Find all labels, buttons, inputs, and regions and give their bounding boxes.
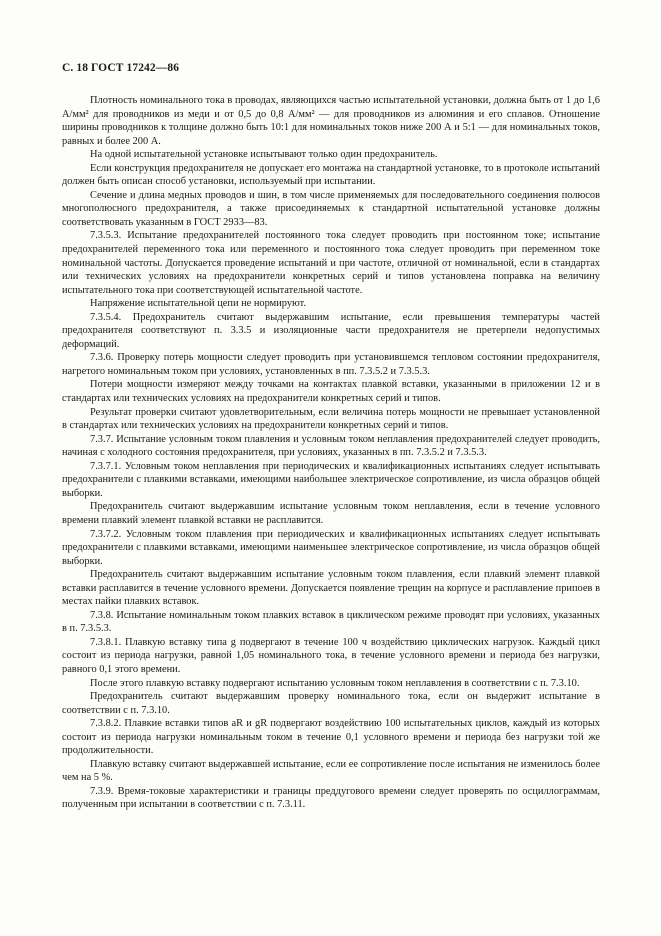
paragraph: Если конструкция предохранителя не допускает его монтажа на стандартной установке, то в протоколе испытаний должен быть описан способ установки, используемый при испытании.	[62, 162, 600, 188]
page-header: С. 18 ГОСТ 17242—86	[62, 62, 180, 74]
paragraph: Предохранитель считают выдержавшим проверку номинального тока, если он выдержит испытание в соответствии с п. 7.3.10.	[62, 691, 600, 716]
paragraph: На одной испытательной установке испытывают только один предохранитель.	[90, 149, 438, 161]
paragraph: После этого плавкую вставку подвергают испытанию условным током неплавления в соответствии с п. 7.3.10.	[90, 677, 580, 689]
paragraph: 7.3.9. Время-токовые характеристики и границы преддугового времени следует проверять по осциллограммам, полученным при испытании в соответствии с п. 7.3.11.	[62, 785, 600, 811]
paragraph: Плотность номинального тока в проводах, являющихся частью испытательной установки, должна быть от 1 до 1,6 А/мм² для проводников из меди и от 0,5 до 0,8 А/мм² — для проводников из алюминия и его сплавов. Отношение ширины проводников к толщине должно быть 10:1 для номинальных токов ниже 200 А и 5:1 — для номинальных токов, равных и более 200 А.	[62, 95, 600, 147]
paragraph: 7.3.5.3. Испытание предохранителей постоянного тока следует проводить при постоянном токе; испытание предохранителей переменного тока или переменного и постоянного тока следует проводить при переменном токе номинальной частоты. Допускается проведение испытаний и при частоте, отличной от номинальной, если в стандартах или технических условиях на предохранители конкретных серий и типов установлена поправка на величину испытательного тока при соответствующей испытательной частоте.	[62, 230, 600, 296]
paragraph: Плавкую вставку считают выдержавшей испытание, если ее сопротивление после испытания не изменилось более чем на 5 %.	[62, 758, 600, 784]
paragraph: 7.3.7.2. Условным током плавления при периодических и квалификационных испытаниях следует испытывать предохранители с плавкими вставками, имеющими наименьшее электрическое сопротивление, из числа образцов общей выборки.	[62, 528, 600, 567]
paragraph: 7.3.7. Испытание условным током плавления и условным током неплавления предохранителей следует проводить, начиная с холодного состояния предохранителя, при условиях, указанных в пп. 7.3.5.2 и 7.3.5.3.	[62, 433, 600, 459]
paragraph: 7.3.6. Проверку потерь мощности следует проводить при установившемся тепловом состоянии предохранителя, нагретого номинальным током при условиях, установленных в пп. 7.3.5.2 и 7.3.5.3.	[62, 352, 600, 377]
paragraph: Результат проверки считают удовлетворительным, если величина потерь мощности не превышает установленной в стандартах или технических условиях на предохранители конкретных серий и типов.	[62, 406, 600, 432]
paragraph: 7.3.7.1. Условным током неплавления при периодических и квалификационных испытаниях следует испытывать предохранители с плавкими вставками, имеющими наибольшее электрическое сопротивление, из числа образцов общей выборки.	[62, 460, 600, 499]
paragraph: Напряжение испытательной цепи не нормируют.	[90, 298, 307, 310]
paragraph: Сечение и длина медных проводов и шин, в том числе применяемых для последовательного соединения полюсов многополюсного предохранителя, а также присоединяемых к стандартной испытательной установке должны соответствовать указанным в ГОСТ 2933—83.	[62, 189, 600, 228]
paragraph: 7.3.8. Испытание номинальным током плавких вставок в циклическом режиме проводят при условиях, указанных в п. 7.3.5.3.	[62, 609, 600, 635]
paragraph: 7.3.5.4. Предохранитель считают выдержавшим испытание, если превышения температуры частей предохранителя соответствуют п. 3.3.5 и изоляционные части предохранителя не претерпели недопустимых деформаций.	[62, 311, 600, 350]
paragraph: Предохранитель считают выдержавшим испытание условным током плавления, если плавкий элемент плавкой вставки расплавится в течение условного времени. Допускается появление трещин на корпусе и расплавление припоев в местах пайки плавких вставок.	[62, 569, 600, 608]
paragraph: 7.3.8.2. Плавкие вставки типов aR и gR подвергают воздействию 100 испытательных циклов, каждый из которых состоит из периода нагрузки номинальным током в течение 0,1 условного времени и периода без нагрузки той же продолжительности.	[62, 718, 600, 757]
paragraph: Потери мощности измеряют между точками на контактах плавкой вставки, указанными в приложении 12 и в стандартах или технических условиях на предохранители конкретных серий и типов.	[62, 379, 600, 405]
document-body	[62, 94, 600, 812]
paragraph: 7.3.8.1. Плавкую вставку типа g подвергают в течение 100 ч воздействию циклических нагрузок. Каждый цикл состоит из периода нагрузки, равной 1,05 номинального тока, в течение условного времени и периода без нагрузки, равного 0,1 этого времени.	[62, 636, 600, 675]
paragraph: Предохранитель считают выдержавшим испытание условным током неплавления, если в течение условного времени плавкий элемент плавкой вставки не расплавится.	[62, 501, 600, 526]
